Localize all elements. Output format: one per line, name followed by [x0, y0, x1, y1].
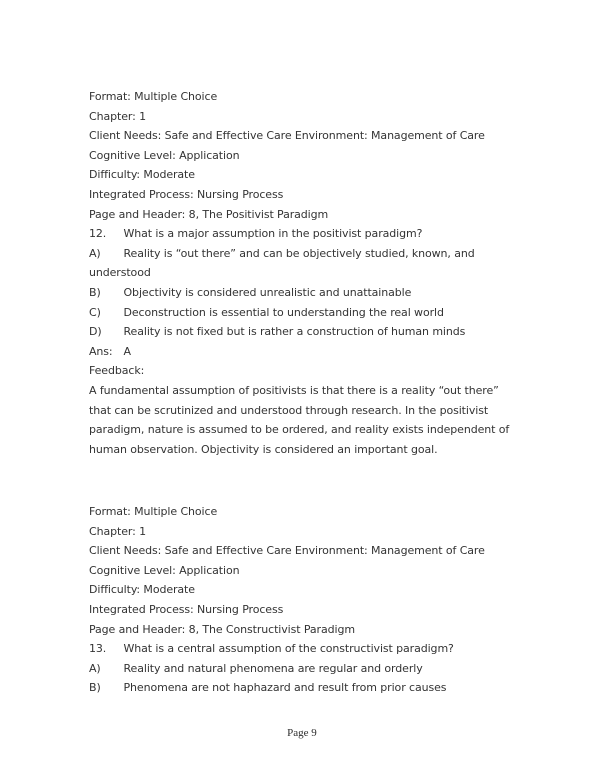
page-number: Page 9: [287, 727, 317, 739]
line-label: B): [89, 285, 101, 299]
text-line: [89, 185, 560, 205]
line-label: C): [89, 305, 101, 319]
text-line: [89, 440, 560, 460]
line-text: Difficulty: Moderate: [89, 583, 195, 597]
line-label: D): [89, 325, 102, 339]
line-text: Reality and natural phenomena are regular and orderly: [123, 661, 423, 675]
line-text: Objectivity is considered unrealistic and unattainable: [123, 285, 412, 299]
text-line: [89, 659, 560, 679]
text-line: [89, 420, 560, 440]
text-line: [89, 283, 560, 303]
line-text: Difficulty: Moderate: [89, 168, 195, 182]
text-line: [89, 541, 560, 561]
line-text: Client Needs: Safe and Effective Care Environment: Management of Care: [89, 544, 485, 558]
line-label: Ans:: [89, 344, 113, 358]
line-text: Page and Header: 8, The Constructivist Paradigm: [89, 622, 355, 636]
line-text: Phenomena are not haphazard and result from prior causes: [123, 681, 447, 695]
line-text: Integrated Process: Nursing Process: [89, 187, 284, 201]
line-text: understood: [89, 266, 151, 280]
text-line: [89, 322, 560, 342]
text-line: [89, 561, 560, 581]
line-label: 12.: [89, 227, 107, 241]
line-text: Deconstruction is essential to understanding the real world: [123, 305, 444, 319]
page-footer: [2, 727, 600, 739]
text-line: [89, 522, 560, 542]
text-line: [89, 639, 560, 659]
line-text: Cognitive Level: Application: [89, 148, 240, 162]
text-line: [89, 87, 560, 107]
line-text: human observation. Objectivity is considered an important goal.: [89, 442, 438, 456]
text-line: [89, 146, 560, 166]
text-line: [89, 381, 560, 401]
line-text: Format: Multiple Choice: [89, 90, 218, 103]
line-label: A): [89, 246, 101, 260]
line-text: Client Needs: Safe and Effective Care Environment: Management of Care: [89, 129, 485, 143]
text-line: [89, 165, 560, 185]
line-text: What is a major assumption in the positivist paradigm?: [123, 227, 423, 241]
text-line: [89, 678, 560, 698]
line-text: A fundamental assumption of positivists is that there is a reality “out there”: [89, 383, 499, 397]
text-line: [89, 580, 560, 600]
text-line: [89, 303, 560, 323]
line-label: 13.: [89, 642, 107, 656]
text-line: [89, 107, 560, 127]
text-line: [89, 620, 560, 640]
line-text: Chapter: 1: [89, 524, 146, 538]
text-line: [89, 263, 560, 283]
text-line: [89, 224, 560, 244]
line-text: Cognitive Level: Application: [89, 563, 240, 577]
line-text: Reality is “out there” and can be objectively studied, known, and: [123, 246, 475, 260]
line-label: B): [89, 681, 101, 695]
text-line: [89, 244, 560, 264]
text-line: [89, 401, 560, 421]
line-text: Reality is not fixed but is rather a construction of human minds: [123, 325, 466, 339]
text-line: [89, 502, 560, 522]
line-text: Integrated Process: Nursing Process: [89, 602, 284, 616]
line-text: A: [123, 344, 131, 358]
line-text: What is a central assumption of the constructivist paradigm?: [123, 642, 454, 656]
text-line: [89, 205, 560, 225]
line-label: A): [89, 661, 101, 675]
line-text: that can be scrutinized and understood through research. In the positivist: [89, 403, 489, 417]
question-13-block: [89, 502, 560, 698]
line-text: Format: Multiple Choice: [89, 505, 218, 518]
text-line: [89, 600, 560, 620]
text-line: [89, 361, 560, 381]
text-line: [89, 342, 560, 362]
question-12-block: [89, 87, 560, 459]
line-text: Page and Header: 8, The Positivist Paradigm: [89, 207, 329, 221]
line-text: paradigm, nature is assumed to be ordered, and reality exists independent of: [89, 423, 510, 437]
text-line: [89, 126, 560, 146]
line-text: Chapter: 1: [89, 109, 146, 123]
line-text: Feedback:: [89, 364, 145, 378]
